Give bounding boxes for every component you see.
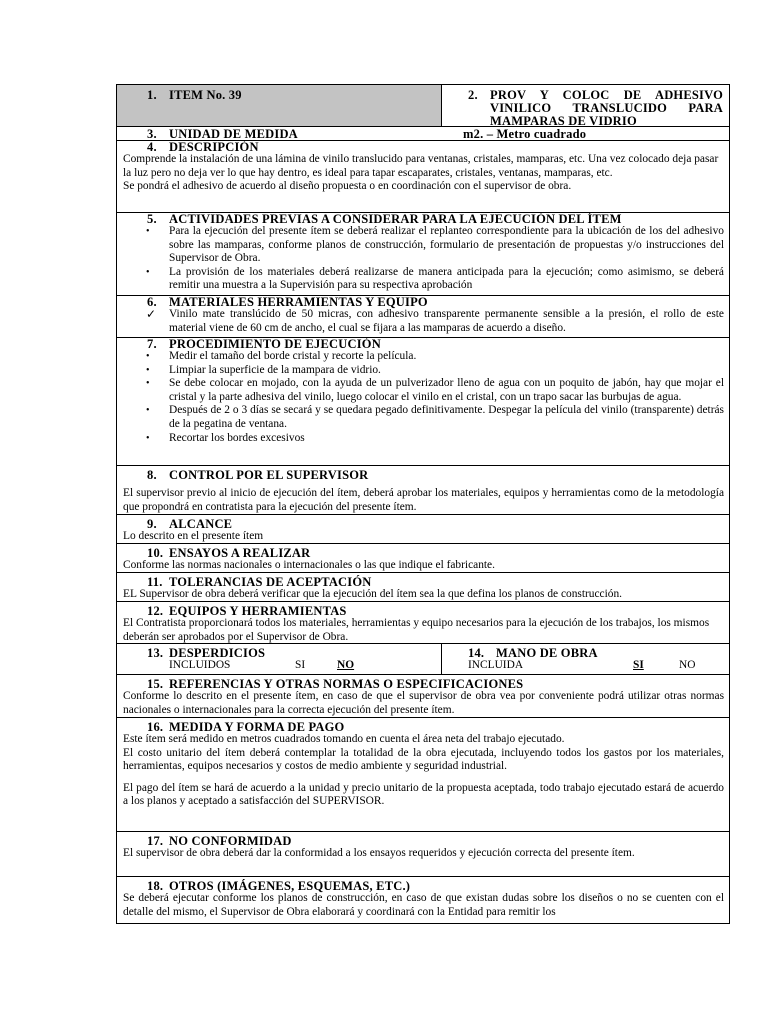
tolerancias-section (116, 573, 730, 602)
desperdicios-num: 13. (147, 646, 164, 660)
list-item: • Después de 2 o 3 días se secará y se quedara pegado definitivamente. Despegar la película del vinilo (transparente) detrás de la pegatina de ventana. (146, 404, 724, 430)
spec-sheet (116, 84, 730, 924)
mano-incluida-label: INCLUIDA (468, 659, 524, 671)
bullet-icon: • (146, 364, 150, 376)
mano-si: SI (633, 659, 644, 671)
actividades-label: ACTIVIDADES PREVIAS A CONSIDERAR PARA LA EJECUCIÓN DEL ÍTEM (169, 212, 622, 226)
medida-p2: El costo unitario del ítem deberá contemplar la totalidad de la obra ejecutada, incluyendo todos los gastos por los materiales, herramientas, equipos necesarios y costos de medio ambiente y seguridad industrial. (123, 746, 724, 773)
desperdicios-si: SI (295, 659, 306, 671)
referencias-text: Conforme lo descrito en el presente ítem, en caso de que el supervisor de obra vea por conveniente podrá utilizar otras normas nacionales o internacionales para la correcta ejecución del presente ítem. (123, 690, 724, 716)
procedimiento-label: PROCEDIMIENTO DE EJECUCIÓN (169, 337, 381, 351)
control-section (116, 466, 730, 515)
control-text: El supervisor previo al inicio de ejecución del ítem, deberá aprobar los materiales, equipos y herramientas como de la metodología que propondrá en contratista para la ejecución del presente ítem. (123, 487, 724, 513)
desperdicios-incluidos-label: INCLUIDOS (169, 659, 231, 671)
list-item: • Para la ejecución del presente ítem se deberá realizar el replanteo correspondiente para la ubicación de los del adhesivo sobre las mamparas, conforme planos de construcción, formulario de presentación de propuestas y/o instrucciones del Supervisor de Obra. (146, 225, 724, 265)
noconf-num: 17. (147, 834, 164, 848)
title-num: 2. (468, 88, 478, 102)
materiales-section (116, 296, 730, 338)
item-title-cell (442, 85, 729, 126)
otros-section (116, 877, 730, 924)
mano-num: 14. (468, 646, 485, 660)
equipos-text: El Contratista proporcionará todos los materiales, herramientas y equipo necesarios para la ejecución de los trabajos, los mismos deberán ser aprobados por el Supervisor de Obra. (123, 617, 710, 643)
tolerancias-text: EL Supervisor de obra deberá verificar que la ejecución del ítem sea la que defina los planos de construcción. (123, 588, 622, 600)
materiales-list (117, 308, 729, 335)
tolerancias-label: TOLERANCIAS DE ACEPTACIÓN (169, 575, 372, 589)
descripcion-section (116, 141, 730, 213)
materiales-num: 6. (147, 295, 157, 309)
bullet-icon: • (146, 378, 150, 390)
item-number-cell (117, 85, 442, 126)
equipos-num: 12. (147, 604, 164, 618)
desperdicios-label: DESPERDICIOS (169, 646, 266, 660)
referencias-section (116, 675, 730, 718)
otros-text: Se deberá ejecutar conforme los planos de construcción, en caso de que existan dudas sobre los diseños o no se cuenten con el detalle del mismo, el Supervisor de Obra elaborará y coordinará con la Entidad para remitir los (123, 892, 724, 918)
bullet-icon: • (146, 351, 150, 362)
tolerancias-num: 11. (147, 575, 163, 589)
list-item: ✓ Vinilo mate translúcido de 50 micras, con adhesivo transparente permanente sensible a la presión, el rollo de este material viene de 60 cm de ancho, el cual se fijara a las mamparas de acuerdo a diseño. (146, 307, 724, 334)
unidad-value: m2. – Metro cuadrado (463, 127, 587, 141)
desperdicios-mano-row (116, 644, 730, 675)
equipos-label: EQUIPOS Y HERRAMIENTAS (169, 604, 347, 618)
equipos-section (116, 602, 730, 644)
bullet-icon: • (146, 226, 150, 237)
alcance-text: Lo descrito en el presente ítem (123, 530, 264, 542)
noconf-text: El supervisor de obra deberá dar la conformidad a los ensayos requeridos y ejecución correcta del presente ítem. (123, 847, 635, 859)
item-num: 1. (147, 88, 157, 102)
mano-obra-cell (442, 644, 729, 674)
medida-num: 16. (147, 720, 164, 734)
mano-no: NO (679, 659, 696, 671)
otros-label: OTROS (IMÁGENES, ESQUEMAS, ETC.) (169, 879, 411, 893)
list-item: • Se debe colocar en mojado, con la ayuda de un pulverizador lleno de agua con un poquito de jabón, hay que mojar el cristal y la parte adhesiva del vinilo, luego colocar el vinilo en el cristal, con un trapo sacar las burbujas de agua. (146, 377, 724, 403)
item-header-row (116, 84, 730, 127)
item-title: PROV Y COLOC DE ADHESIVO VINILICO TRANSLUCIDO PARA MAMPARAS DE VIDRIO (490, 88, 723, 128)
medida-label: MEDIDA Y FORMA DE PAGO (169, 720, 345, 734)
list-item: • Recortar los bordes excesivos (146, 431, 305, 444)
no-conformidad-section (116, 832, 730, 877)
alcance-num: 9. (147, 517, 157, 531)
alcance-section (116, 515, 730, 544)
procedimiento-section (116, 338, 730, 466)
list-item: • Medir el tamaño del borde cristal y recorte la película. (146, 350, 417, 362)
unidad-row (116, 127, 730, 141)
materiales-label: MATERIALES HERRAMIENTAS Y EQUIPO (169, 295, 428, 309)
noconf-label: NO CONFORMIDAD (169, 834, 292, 848)
medida-p3: El pago del ítem se hará de acuerdo a la unidad y precio unitario de la propuesta aceptada, todo trabajo ejecutado estará de acuerdo a los planos y aceptado a satisfacción del SUPERVISOR. (123, 781, 724, 808)
actividades-num: 5. (147, 212, 157, 226)
mano-label: MANO DE OBRA (496, 646, 598, 660)
referencias-label: REFERENCIAS Y OTRAS NORMAS O ESPECIFICACIONES (169, 677, 524, 691)
bullet-icon: • (146, 266, 150, 278)
unidad-label: UNIDAD DE MEDIDA (169, 127, 298, 141)
desperdicios-no: NO (337, 659, 355, 671)
ensayos-num: 10. (147, 546, 164, 560)
otros-num: 18. (147, 879, 164, 893)
list-item: • La provisión de los materiales deberá realizarse de manera anticipada para la ejecución; como asimismo, se deberá remitir una muestra a la Supervisión para su respectiva aprobación (146, 265, 724, 292)
desperdicios-cell (117, 644, 442, 674)
medida-p1: Este ítem será medido en metros cuadrados tomando en cuenta el área neta del trabajo ejecutado. (123, 733, 565, 745)
ensayos-text: Conforme las normas nacionales o internacionales o las que indique el fabricante. (123, 559, 495, 571)
bullet-icon: • (146, 432, 150, 444)
ensayos-section (116, 544, 730, 573)
medida-section (116, 718, 730, 832)
unidad-num: 3. (147, 127, 157, 141)
referencias-num: 15. (147, 677, 164, 691)
actividades-list (117, 225, 729, 293)
descripcion-num: 4. (147, 140, 157, 154)
procedimiento-list (117, 350, 729, 445)
bullet-icon: • (146, 405, 150, 417)
descripcion-p1: Comprende la instalación de una lámina de vinilo translucido para ventanas, cristales, mamparas, etc. Una vez colocado deja pasar la luz pero no deja ver lo que hay dentro, es ideal para tapar escaparates, cristales, ventanas, mamparas, etc. (123, 153, 719, 179)
control-label: CONTROL POR EL SUPERVISOR (169, 468, 369, 482)
descripcion-label: DESCRIPCIÓN (169, 140, 259, 154)
ensayos-label: ENSAYOS A REALIZAR (169, 546, 311, 560)
control-num: 8. (147, 468, 157, 482)
procedimiento-num: 7. (147, 337, 157, 351)
checkmark-icon: ✓ (146, 307, 157, 321)
actividades-section (116, 213, 730, 296)
item-label: ITEM No. 39 (169, 88, 242, 102)
descripcion-p2: Se pondrá el adhesivo de acuerdo al diseño propuesta o en coordinación con el supervisor de obra. (123, 180, 572, 193)
list-item: • Limpiar la superficie de la mampara de vidrio. (146, 363, 381, 376)
alcance-label: ALCANCE (169, 517, 233, 531)
